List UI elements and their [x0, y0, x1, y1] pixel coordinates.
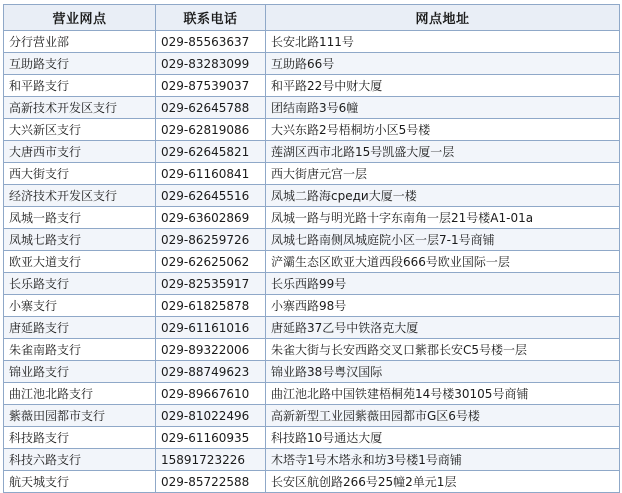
table-row [4, 141, 620, 163]
column-header-phone: 联系电话 [156, 5, 266, 31]
address-cell: 小寨西路98号 [266, 295, 620, 317]
table-row [4, 163, 620, 185]
table-header [4, 5, 620, 31]
branch-name-cell: 经济技术开发区支行 [4, 185, 156, 207]
column-header-branch: 营业网点 [4, 5, 156, 31]
address-cell: 莲湖区西市北路15号凯盛大厦一层 [266, 141, 620, 163]
branch-table [3, 4, 620, 493]
phone-cell: 029-62645821 [156, 141, 266, 163]
table-row [4, 53, 620, 75]
phone-cell: 029-89667610 [156, 383, 266, 405]
table-row [4, 185, 620, 207]
column-header-address: 网点地址 [266, 5, 620, 31]
table-row [4, 31, 620, 53]
address-cell: 科技路10号通达大厦 [266, 427, 620, 449]
table-row [4, 207, 620, 229]
address-cell: 木塔寺1号木塔永和坊3号楼1号商铺 [266, 449, 620, 471]
phone-cell: 15891723226 [156, 449, 266, 471]
table-row [4, 229, 620, 251]
phone-cell: 029-87539037 [156, 75, 266, 97]
branch-name-cell: 小寨支行 [4, 295, 156, 317]
branch-name-cell: 和平路支行 [4, 75, 156, 97]
address-cell: 凤城一路与明光路十字东南角一层21号楼A1-01a [266, 207, 620, 229]
table-row [4, 295, 620, 317]
table-row [4, 317, 620, 339]
phone-cell: 029-62645516 [156, 185, 266, 207]
phone-cell: 029-88749623 [156, 361, 266, 383]
table-row [4, 97, 620, 119]
address-cell: 西大街唐元宫一层 [266, 163, 620, 185]
address-cell: 长安区航创路266号25幢2单元1层 [266, 471, 620, 493]
table-row [4, 75, 620, 97]
address-cell: 锦业路38号粤汉国际 [266, 361, 620, 383]
phone-cell: 029-82535917 [156, 273, 266, 295]
branch-name-cell: 凤城七路支行 [4, 229, 156, 251]
phone-cell: 029-81022496 [156, 405, 266, 427]
table-row [4, 339, 620, 361]
table-row [4, 471, 620, 493]
branch-name-cell: 分行营业部 [4, 31, 156, 53]
phone-cell: 029-62645788 [156, 97, 266, 119]
table-row [4, 383, 620, 405]
branch-name-cell: 大兴新区支行 [4, 119, 156, 141]
branch-name-cell: 欧亚大道支行 [4, 251, 156, 273]
branch-name-cell: 凤城一路支行 [4, 207, 156, 229]
branch-name-cell: 航天城支行 [4, 471, 156, 493]
phone-cell: 029-61161016 [156, 317, 266, 339]
branch-name-cell: 锦业路支行 [4, 361, 156, 383]
branch-name-cell: 紫薇田园都市支行 [4, 405, 156, 427]
phone-cell: 029-61825878 [156, 295, 266, 317]
phone-cell: 029-83283099 [156, 53, 266, 75]
branch-name-cell: 互助路支行 [4, 53, 156, 75]
table-row [4, 361, 620, 383]
table-row [4, 427, 620, 449]
branch-name-cell: 科技六路支行 [4, 449, 156, 471]
phone-cell: 029-86259726 [156, 229, 266, 251]
address-cell: 凤城二路海среди大厦一楼 [266, 185, 620, 207]
phone-cell: 029-62625062 [156, 251, 266, 273]
table-row [4, 273, 620, 295]
address-cell: 互助路66号 [266, 53, 620, 75]
address-cell: 团结南路3号6幢 [266, 97, 620, 119]
phone-cell: 029-62819086 [156, 119, 266, 141]
branch-name-cell: 唐延路支行 [4, 317, 156, 339]
phone-cell: 029-89322006 [156, 339, 266, 361]
address-cell: 曲江池北路中国铁建梧桐苑14号楼30105号商铺 [266, 383, 620, 405]
phone-cell: 029-63602869 [156, 207, 266, 229]
branch-name-cell: 朱雀南路支行 [4, 339, 156, 361]
address-cell: 浐灞生态区欧亚大道西段666号欧业国际一层 [266, 251, 620, 273]
address-cell: 大兴东路2号梧桐坊小区5号楼 [266, 119, 620, 141]
address-cell: 唐延路37乙号中铁洛克大厦 [266, 317, 620, 339]
address-cell: 朱雀大街与长安西路交叉口紫郡长安C5号楼一层 [266, 339, 620, 361]
table-row [4, 251, 620, 273]
branch-name-cell: 大唐西市支行 [4, 141, 156, 163]
address-cell: 和平路22号中财大厦 [266, 75, 620, 97]
branch-name-cell: 西大街支行 [4, 163, 156, 185]
phone-cell: 029-85563637 [156, 31, 266, 53]
branch-name-cell: 长乐路支行 [4, 273, 156, 295]
table-row [4, 449, 620, 471]
phone-cell: 029-61160935 [156, 427, 266, 449]
branch-name-cell: 科技路支行 [4, 427, 156, 449]
phone-cell: 029-61160841 [156, 163, 266, 185]
address-cell: 长乐西路99号 [266, 273, 620, 295]
address-cell: 凤城七路南侧凤城庭院小区一层7-1号商铺 [266, 229, 620, 251]
table-body [4, 31, 620, 493]
address-cell: 高新新型工业园紫薇田园都市G区6号楼 [266, 405, 620, 427]
table-header-row [4, 5, 620, 31]
phone-cell: 029-85722588 [156, 471, 266, 493]
address-cell: 长安北路111号 [266, 31, 620, 53]
table-row [4, 119, 620, 141]
branch-name-cell: 曲江池北路支行 [4, 383, 156, 405]
table-row [4, 405, 620, 427]
branch-name-cell: 高新技术开发区支行 [4, 97, 156, 119]
